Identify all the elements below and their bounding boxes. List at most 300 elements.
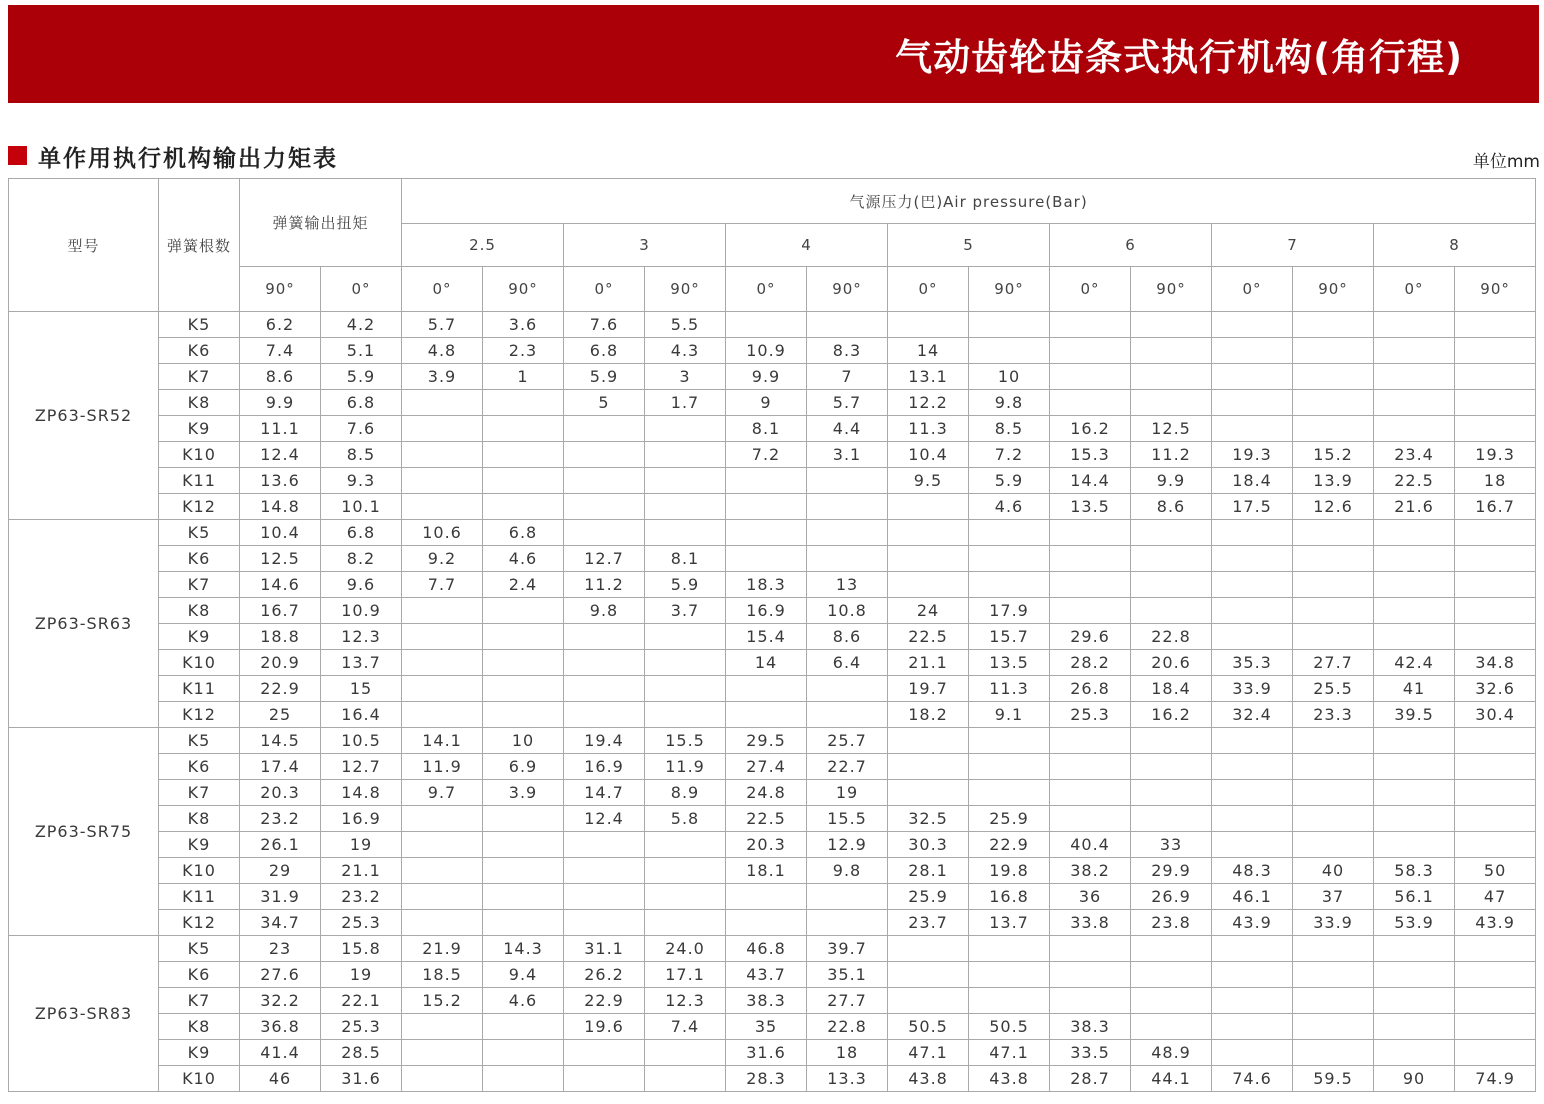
value-cell: 5	[564, 390, 645, 416]
header-angle: 90°	[1455, 267, 1536, 312]
value-cell	[969, 546, 1050, 572]
header-angle: 0°	[1212, 267, 1293, 312]
value-cell	[402, 1014, 483, 1040]
value-cell	[1455, 364, 1536, 390]
value-cell: 9.8	[969, 390, 1050, 416]
value-cell: 19	[321, 832, 402, 858]
spring-count-cell: K11	[159, 468, 240, 494]
value-cell: 6.9	[483, 754, 564, 780]
value-cell: 90	[1374, 1066, 1455, 1092]
value-cell	[1374, 780, 1455, 806]
value-cell: 25.3	[321, 1014, 402, 1040]
value-cell: 16.7	[1455, 494, 1536, 520]
table-row	[9, 1066, 1544, 1092]
value-cell	[1293, 598, 1374, 624]
value-cell: 41.4	[240, 1040, 321, 1066]
model-cell: ZP63-SR83	[9, 936, 159, 1092]
value-cell: 12.3	[321, 624, 402, 650]
value-cell: 14.6	[240, 572, 321, 598]
value-cell	[564, 624, 645, 650]
table-row	[9, 338, 1544, 364]
value-cell: 32.6	[1455, 676, 1536, 702]
value-cell: 5.8	[645, 806, 726, 832]
value-cell: 16.8	[969, 884, 1050, 910]
value-cell	[1131, 520, 1212, 546]
spring-count-cell: K6	[159, 338, 240, 364]
value-cell	[483, 442, 564, 468]
value-cell	[1050, 936, 1131, 962]
value-cell: 18	[807, 1040, 888, 1066]
value-cell	[402, 468, 483, 494]
value-cell: 14.3	[483, 936, 564, 962]
header-pressure: 5	[888, 224, 1050, 267]
spring-count-cell: K8	[159, 390, 240, 416]
value-cell: 3.7	[645, 598, 726, 624]
value-cell	[807, 910, 888, 936]
value-cell: 17.5	[1212, 494, 1293, 520]
value-cell	[888, 520, 969, 546]
value-cell: 12.5	[240, 546, 321, 572]
value-cell: 8.1	[726, 416, 807, 442]
value-cell	[1050, 390, 1131, 416]
table-row	[9, 546, 1544, 572]
value-cell: 22.5	[888, 624, 969, 650]
value-cell	[1374, 572, 1455, 598]
value-cell: 46.1	[1212, 884, 1293, 910]
value-cell: 9	[726, 390, 807, 416]
value-cell	[1455, 1040, 1536, 1066]
value-cell	[564, 1066, 645, 1092]
header-spring-count: 弹簧根数	[159, 179, 240, 312]
value-cell: 5.9	[321, 364, 402, 390]
value-cell: 5.1	[321, 338, 402, 364]
value-cell	[1050, 754, 1131, 780]
value-cell: 15.2	[402, 988, 483, 1014]
value-cell: 25	[240, 702, 321, 728]
value-cell	[1374, 598, 1455, 624]
value-cell: 22.1	[321, 988, 402, 1014]
value-cell: 12.9	[807, 832, 888, 858]
value-cell: 23.7	[888, 910, 969, 936]
value-cell: 10.4	[240, 520, 321, 546]
header-angle: 0°	[888, 267, 969, 312]
value-cell: 7.4	[645, 1014, 726, 1040]
value-cell: 26.8	[1050, 676, 1131, 702]
value-cell	[483, 702, 564, 728]
value-cell	[483, 624, 564, 650]
header-angle: 0°	[564, 267, 645, 312]
value-cell	[645, 494, 726, 520]
value-cell: 22.8	[1131, 624, 1212, 650]
value-cell	[1293, 936, 1374, 962]
spring-count-cell: K8	[159, 806, 240, 832]
section-marker	[8, 146, 27, 165]
value-cell	[1293, 338, 1374, 364]
value-cell: 46.8	[726, 936, 807, 962]
table-row	[9, 494, 1544, 520]
value-cell: 32.2	[240, 988, 321, 1014]
value-cell	[1374, 754, 1455, 780]
value-cell	[1050, 780, 1131, 806]
value-cell	[483, 494, 564, 520]
value-cell	[807, 676, 888, 702]
value-cell	[1455, 754, 1536, 780]
table-row	[9, 754, 1544, 780]
spring-count-cell: K12	[159, 494, 240, 520]
value-cell: 74.6	[1212, 1066, 1293, 1092]
value-cell	[645, 676, 726, 702]
table-row	[9, 572, 1544, 598]
value-cell	[564, 858, 645, 884]
spring-count-cell: K7	[159, 780, 240, 806]
value-cell	[1455, 936, 1536, 962]
value-cell	[888, 962, 969, 988]
value-cell: 14.5	[240, 728, 321, 754]
value-cell	[807, 884, 888, 910]
header-angle: 90°	[1293, 267, 1374, 312]
table-row	[9, 806, 1544, 832]
header-angle: 90°	[807, 267, 888, 312]
table-row	[9, 650, 1544, 676]
value-cell: 2.3	[483, 338, 564, 364]
value-cell: 29.6	[1050, 624, 1131, 650]
value-cell	[1455, 1014, 1536, 1040]
value-cell: 27.4	[726, 754, 807, 780]
table-row	[9, 676, 1544, 702]
value-cell	[564, 468, 645, 494]
value-cell	[1212, 364, 1293, 390]
value-cell	[1212, 546, 1293, 572]
value-cell: 7.7	[402, 572, 483, 598]
value-cell: 12.7	[321, 754, 402, 780]
value-cell	[402, 442, 483, 468]
value-cell: 7.2	[969, 442, 1050, 468]
table-row	[9, 858, 1544, 884]
value-cell	[402, 1066, 483, 1092]
spring-count-cell: K5	[159, 936, 240, 962]
value-cell	[1131, 962, 1212, 988]
value-cell: 9.9	[726, 364, 807, 390]
value-cell: 8.6	[1131, 494, 1212, 520]
value-cell	[1212, 754, 1293, 780]
value-cell: 58.3	[1374, 858, 1455, 884]
value-cell: 24.0	[645, 936, 726, 962]
value-cell: 35	[726, 1014, 807, 1040]
value-cell	[1374, 832, 1455, 858]
value-cell	[402, 494, 483, 520]
value-cell: 10.6	[402, 520, 483, 546]
value-cell: 17.4	[240, 754, 321, 780]
spring-count-cell: K10	[159, 442, 240, 468]
value-cell	[1050, 988, 1131, 1014]
title-banner	[8, 5, 1539, 103]
value-cell: 18.5	[402, 962, 483, 988]
value-cell	[483, 1014, 564, 1040]
value-cell: 10	[483, 728, 564, 754]
value-cell: 39.5	[1374, 702, 1455, 728]
value-cell	[564, 884, 645, 910]
value-cell	[1455, 338, 1536, 364]
value-cell	[402, 676, 483, 702]
value-cell: 19	[321, 962, 402, 988]
value-cell	[1374, 520, 1455, 546]
value-cell: 10	[969, 364, 1050, 390]
value-cell	[1050, 962, 1131, 988]
value-cell: 10.9	[321, 598, 402, 624]
value-cell	[888, 754, 969, 780]
value-cell: 53.9	[1374, 910, 1455, 936]
value-cell: 24.8	[726, 780, 807, 806]
value-cell: 22.9	[240, 676, 321, 702]
value-cell: 19.8	[969, 858, 1050, 884]
value-cell	[402, 598, 483, 624]
value-cell: 11.1	[240, 416, 321, 442]
value-cell	[1293, 546, 1374, 572]
value-cell	[807, 468, 888, 494]
value-cell	[1131, 806, 1212, 832]
value-cell	[1374, 988, 1455, 1014]
value-cell	[1374, 1014, 1455, 1040]
value-cell: 6.8	[321, 390, 402, 416]
spring-count-cell: K8	[159, 598, 240, 624]
value-cell	[1293, 520, 1374, 546]
value-cell: 42.4	[1374, 650, 1455, 676]
value-cell: 25.5	[1293, 676, 1374, 702]
value-cell	[645, 702, 726, 728]
value-cell: 26.1	[240, 832, 321, 858]
value-cell: 43.8	[888, 1066, 969, 1092]
value-cell: 33.5	[1050, 1040, 1131, 1066]
table-row	[9, 936, 1544, 962]
value-cell: 28.7	[1050, 1066, 1131, 1092]
value-cell	[645, 650, 726, 676]
page-title: 气动齿轮齿条式执行机构(角行程)	[895, 36, 1463, 79]
table-row	[9, 624, 1544, 650]
value-cell: 20.3	[240, 780, 321, 806]
spring-count-cell: K7	[159, 364, 240, 390]
value-cell	[402, 1040, 483, 1066]
value-cell: 12.6	[1293, 494, 1374, 520]
spring-count-cell: K5	[159, 312, 240, 338]
value-cell	[888, 312, 969, 338]
value-cell: 35.1	[807, 962, 888, 988]
value-cell: 35.3	[1212, 650, 1293, 676]
value-cell	[807, 702, 888, 728]
value-cell: 21.1	[888, 650, 969, 676]
value-cell: 13.7	[321, 650, 402, 676]
value-cell	[888, 936, 969, 962]
value-cell	[969, 754, 1050, 780]
value-cell: 32.4	[1212, 702, 1293, 728]
value-cell: 17.9	[969, 598, 1050, 624]
value-cell: 8.6	[807, 624, 888, 650]
value-cell: 74.9	[1455, 1066, 1536, 1092]
value-cell	[969, 572, 1050, 598]
value-cell	[1131, 546, 1212, 572]
table-row	[9, 598, 1544, 624]
value-cell: 13.9	[1293, 468, 1374, 494]
header-angle: 0°	[1374, 267, 1455, 312]
value-cell: 33.9	[1212, 676, 1293, 702]
value-cell	[1455, 728, 1536, 754]
value-cell: 41	[1374, 676, 1455, 702]
value-cell: 31.6	[321, 1066, 402, 1092]
value-cell	[483, 416, 564, 442]
spring-count-cell: K10	[159, 650, 240, 676]
header-angle: 0°	[321, 267, 402, 312]
value-cell	[969, 338, 1050, 364]
value-cell: 13.7	[969, 910, 1050, 936]
value-cell	[1455, 832, 1536, 858]
value-cell: 19.3	[1455, 442, 1536, 468]
value-cell	[1212, 572, 1293, 598]
header-pressure: 8	[1374, 224, 1536, 267]
value-cell	[1131, 988, 1212, 1014]
value-cell: 29.9	[1131, 858, 1212, 884]
value-cell: 3	[645, 364, 726, 390]
table-row	[9, 312, 1544, 338]
value-cell: 19.3	[1212, 442, 1293, 468]
value-cell: 7	[807, 364, 888, 390]
value-cell	[402, 806, 483, 832]
value-cell: 4.6	[483, 988, 564, 1014]
value-cell: 10.8	[807, 598, 888, 624]
value-cell: 4.6	[483, 546, 564, 572]
value-cell: 44.1	[1131, 1066, 1212, 1092]
value-cell	[645, 468, 726, 494]
value-cell: 12.4	[240, 442, 321, 468]
value-cell	[402, 650, 483, 676]
value-cell: 48.9	[1131, 1040, 1212, 1066]
spring-count-cell: K7	[159, 572, 240, 598]
spring-count-cell: K9	[159, 624, 240, 650]
value-cell: 11.9	[402, 754, 483, 780]
spring-count-cell: K8	[159, 1014, 240, 1040]
value-cell	[888, 494, 969, 520]
value-cell: 5.5	[645, 312, 726, 338]
value-cell: 23.2	[240, 806, 321, 832]
value-cell: 25.3	[1050, 702, 1131, 728]
value-cell: 6.4	[807, 650, 888, 676]
value-cell: 5.9	[645, 572, 726, 598]
value-cell	[1050, 806, 1131, 832]
value-cell: 15.5	[807, 806, 888, 832]
value-cell: 10.1	[321, 494, 402, 520]
value-cell	[1212, 962, 1293, 988]
spring-count-cell: K6	[159, 546, 240, 572]
value-cell: 6.8	[483, 520, 564, 546]
value-cell	[1455, 572, 1536, 598]
value-cell: 21.1	[321, 858, 402, 884]
value-cell: 14	[726, 650, 807, 676]
value-cell: 2.4	[483, 572, 564, 598]
value-cell: 15.5	[645, 728, 726, 754]
value-cell: 23.3	[1293, 702, 1374, 728]
table-row	[9, 442, 1544, 468]
value-cell	[1212, 1040, 1293, 1066]
value-cell	[402, 858, 483, 884]
value-cell: 29	[240, 858, 321, 884]
value-cell: 37	[1293, 884, 1374, 910]
value-cell: 11.2	[1131, 442, 1212, 468]
value-cell: 9.1	[969, 702, 1050, 728]
value-cell: 47.1	[969, 1040, 1050, 1066]
value-cell	[1293, 572, 1374, 598]
value-cell: 28.2	[1050, 650, 1131, 676]
spring-count-cell: K9	[159, 832, 240, 858]
value-cell	[402, 390, 483, 416]
value-cell: 19.4	[564, 728, 645, 754]
value-cell: 32.5	[888, 806, 969, 832]
value-cell: 56.1	[1374, 884, 1455, 910]
value-cell: 12.7	[564, 546, 645, 572]
value-cell: 28.5	[321, 1040, 402, 1066]
value-cell: 50	[1455, 858, 1536, 884]
value-cell	[1050, 338, 1131, 364]
value-cell	[1050, 312, 1131, 338]
value-cell	[645, 416, 726, 442]
value-cell	[726, 910, 807, 936]
value-cell: 13.5	[969, 650, 1050, 676]
value-cell: 14.8	[240, 494, 321, 520]
header-angle: 0°	[726, 267, 807, 312]
value-cell: 46	[240, 1066, 321, 1092]
value-cell	[564, 520, 645, 546]
value-cell: 3.6	[483, 312, 564, 338]
value-cell	[402, 416, 483, 442]
value-cell: 12.2	[888, 390, 969, 416]
value-cell: 9.9	[1131, 468, 1212, 494]
table-row	[9, 702, 1544, 728]
value-cell: 12.4	[564, 806, 645, 832]
value-cell	[1131, 364, 1212, 390]
value-cell	[1374, 390, 1455, 416]
value-cell: 8.3	[807, 338, 888, 364]
value-cell	[1293, 754, 1374, 780]
value-cell: 4.8	[402, 338, 483, 364]
value-cell: 36	[1050, 884, 1131, 910]
value-cell	[807, 312, 888, 338]
table-row	[9, 832, 1544, 858]
value-cell	[483, 598, 564, 624]
spring-count-cell: K6	[159, 754, 240, 780]
value-cell	[1374, 312, 1455, 338]
value-cell: 21.9	[402, 936, 483, 962]
value-cell: 8.5	[321, 442, 402, 468]
header-angle: 0°	[1050, 267, 1131, 312]
value-cell: 6.8	[564, 338, 645, 364]
value-cell	[888, 572, 969, 598]
value-cell: 6.2	[240, 312, 321, 338]
value-cell	[1455, 312, 1536, 338]
value-cell	[969, 962, 1050, 988]
value-cell: 28.1	[888, 858, 969, 884]
value-cell	[402, 624, 483, 650]
value-cell: 30.3	[888, 832, 969, 858]
value-cell	[726, 520, 807, 546]
spring-count-cell: K10	[159, 858, 240, 884]
value-cell	[1050, 572, 1131, 598]
value-cell	[1455, 390, 1536, 416]
value-cell	[645, 624, 726, 650]
value-cell	[1374, 364, 1455, 390]
value-cell: 13.5	[1050, 494, 1131, 520]
value-cell	[969, 520, 1050, 546]
value-cell: 31.6	[726, 1040, 807, 1066]
value-cell	[645, 910, 726, 936]
value-cell: 36.8	[240, 1014, 321, 1040]
value-cell: 3.9	[483, 780, 564, 806]
